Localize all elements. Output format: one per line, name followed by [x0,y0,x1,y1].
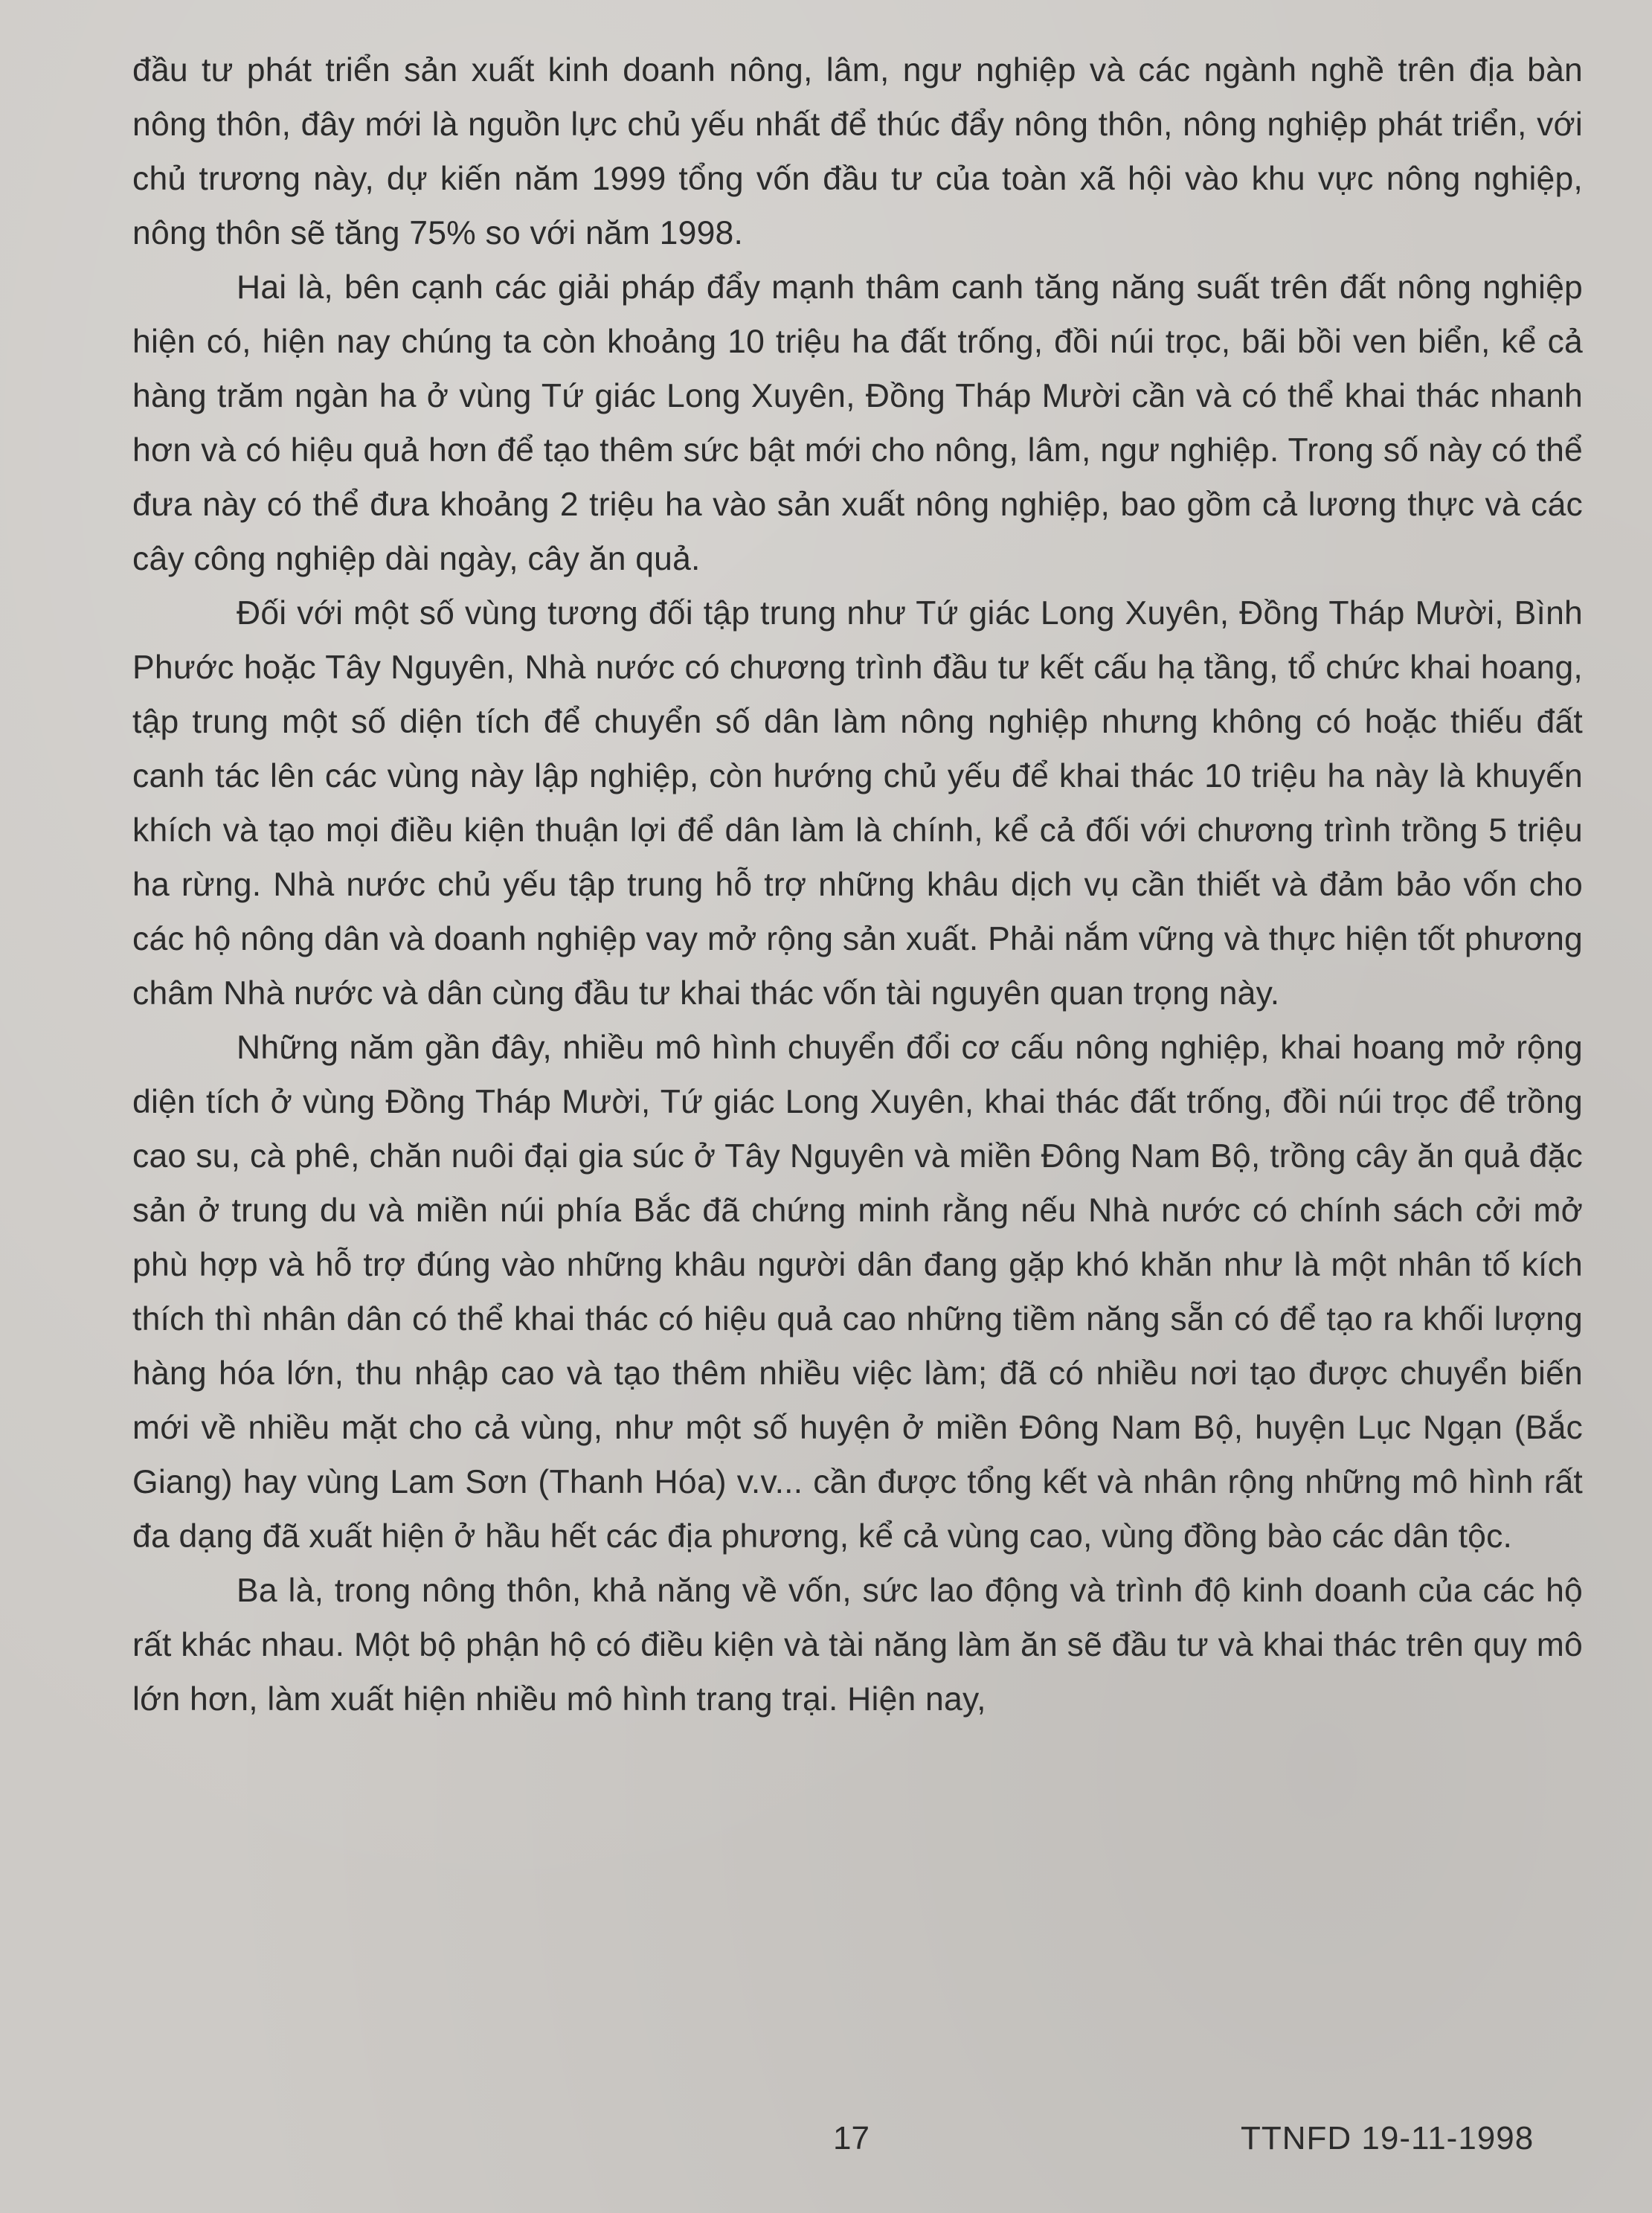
paragraph-5: Ba là, trong nông thôn, khả năng về vốn, sức lao động và trình độ kinh doanh của các hộ rất khác nhau. Một bộ phận hộ có điều kiện và tài năng làm ăn sẽ đầu tư và khai thác trên quy mô lớn hơn, làm xuất hiện nhiều mô hình trang trại. Hiện nay, [132,1573,1583,1718]
paragraph-2: Hai là, bên cạnh các giải pháp đẩy mạnh thâm canh tăng năng suất trên đất nông nghiệp hiện có, hiện nay chúng ta còn khoảng 10 triệu ha đất trống, đồi núi trọc, bãi bồi ven biển, kể cả hàng trăm ngàn ha ở vùng Tứ giác Long Xuyên, Đồng Tháp Mười cần và có thể khai thác nhanh hơn và có hiệu quả hơn để tạo thêm sức bật mới cho nông, lâm, ngư nghiệp. Trong số này có thể đưa này có thể đưa khoảng 2 triệu ha vào sản xuất nông nghiệp, bao gồm cả lương thực và các cây công nghiệp dài ngày, cây ăn quả. [132,269,1583,577]
paragraph-3: Đối với một số vùng tương đối tập trung như Tứ giác Long Xuyên, Đồng Tháp Mười, Bình Phước hoặc Tây Nguyên, Nhà nước có chương trình đầu tư kết cấu hạ tầng, tổ chức khai hoang, tập trung một số diện tích để chuyển số dân làm nông nghiệp nhưng không có hoặc thiếu đất canh tác lên các vùng này lập nghiệp, còn hướng chủ yếu để khai thác 10 triệu ha này là khuyến khích và tạo mọi điều kiện thuận lợi để dân làm là chính, kể cả đối với chương trình trồng 5 triệu ha rừng. Nhà nước chủ yếu tập trung hỗ trợ những khâu dịch vụ cần thiết và đảm bảo vốn cho các hộ nông dân và doanh nghiệp vay mở rộng sản xuất. Phải nắm vững và thực hiện tốt phương châm Nhà nước và dân cùng đầu tư khai thác vốn tài nguyên quan trọng này. [132,595,1583,1012]
document-code: TTNFD 19-11-1998 [1241,2120,1534,2156]
page-number: 17 [833,2120,870,2156]
paragraph-4: Những năm gần đây, nhiều mô hình chuyển đổi cơ cấu nông nghiệp, khai hoang mở rộng diện tích ở vùng Đồng Tháp Mười, Tứ giác Long Xuyên, khai thác đất trống, đồi núi trọc để trồng cao su, cà phê, chăn nuôi đại gia súc ở Tây Nguyên và miền Đông Nam Bộ, trồng cây ăn quả đặc sản ở trung du và miền núi phía Bắc đã chứng minh rằng nếu Nhà nước có chính sách cởi mở phù hợp và hỗ trợ đúng vào những khâu người dân đang gặp khó khăn như là một nhân tố kích thích thì nhân dân có thể khai thác có hiệu quả cao những tiềm năng sẵn có để tạo ra khối lượng hàng hóa lớn, thu nhập cao và tạo thêm nhiều việc làm; đã có nhiều nơi tạo được chuyển biến mới về nhiều mặt cho cả vùng, như một số huyện ở miền Đông Nam Bộ, huyện Lục Ngạn (Bắc Giang) hay vùng Lam Sơn (Thanh Hóa) v.v... cần được tổng kết và nhân rộng những mô hình rất đa dạng đã xuất hiện ở hầu hết các địa phương, kể cả vùng cao, vùng đồng bào các dân tộc. [132,1030,1583,1555]
body-text [132,43,1583,1727]
paragraph-1: đầu tư phát triển sản xuất kinh doanh nông, lâm, ngư nghiệp và các ngành nghề trên địa bàn nông thôn, đây mới là nguồn lực chủ yếu nhất để thúc đẩy nông thôn, nông nghiệp phát triển, với chủ trương này, dự kiến năm 1999 tổng vốn đầu tư của toàn xã hội vào khu vực nông nghiệp, nông thôn sẽ tăng 75% so với năm 1998. [132,52,1583,251]
